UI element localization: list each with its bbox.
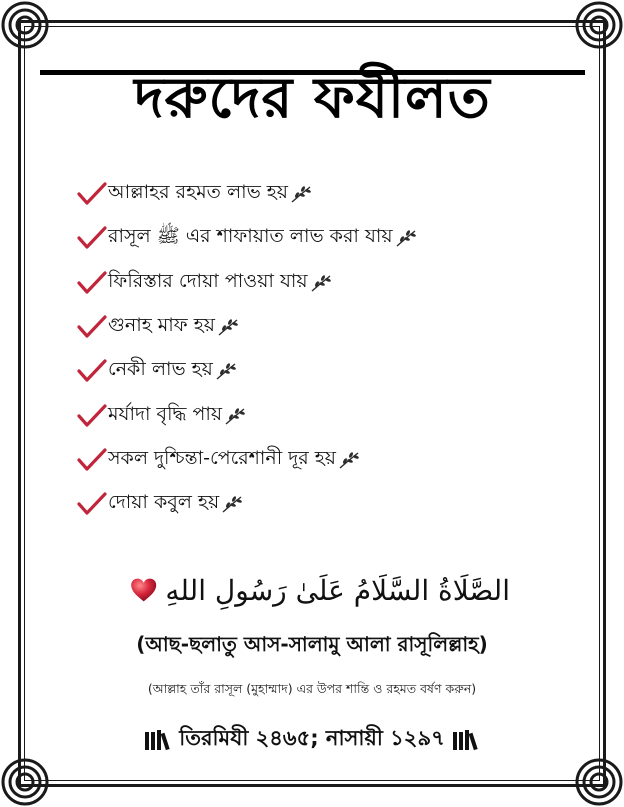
check-mark-icon xyxy=(76,358,108,384)
list-item xyxy=(76,438,596,482)
leaf-sprig-icon xyxy=(221,494,243,514)
check-mark-icon xyxy=(76,314,108,340)
spiral-corner-icon xyxy=(0,0,50,50)
list-item xyxy=(76,349,596,393)
translation: (আল্লাহ তাঁর রাসূল (মুহাম্মাদ) এর উপর শান্তি ও রহমত বর্ষণ করুন) xyxy=(147,681,477,696)
books-icon xyxy=(451,729,481,751)
list-item xyxy=(76,172,596,216)
leaf-sprig-icon xyxy=(310,273,332,293)
check-mark-icon xyxy=(76,270,108,296)
leaf-sprig-icon xyxy=(224,406,246,426)
leaf-sprig-icon xyxy=(395,228,417,248)
spiral-corner-icon xyxy=(0,757,50,807)
check-mark-icon xyxy=(76,447,108,473)
list-item xyxy=(76,305,596,349)
spiral-corner-icon xyxy=(574,0,624,50)
heart-icon xyxy=(130,569,157,611)
list-item xyxy=(76,216,596,260)
benefits-list xyxy=(76,172,596,526)
benefit-text: আল্লাহর রহমত লাভ হয় xyxy=(108,181,288,204)
check-mark-icon xyxy=(76,491,108,517)
benefit-text: নেকী লাভ হয় xyxy=(108,358,213,381)
benefit-text: ফিরিস্তার দোয়া পাওয়া যায় xyxy=(108,269,308,292)
arabic-salawat-row xyxy=(130,560,510,620)
check-mark-icon xyxy=(76,225,108,251)
list-item xyxy=(76,261,596,305)
leaf-sprig-icon xyxy=(338,450,360,470)
benefit-text: দোয়া কবুল হয় xyxy=(108,491,220,514)
check-mark-icon xyxy=(76,181,108,207)
title-block xyxy=(40,56,585,138)
list-item xyxy=(76,393,596,437)
leaf-sprig-icon xyxy=(215,361,237,381)
hadith-reference xyxy=(0,722,624,757)
spiral-corner-icon xyxy=(574,757,624,807)
list-item xyxy=(76,482,596,526)
reference-text: তিরমিযী ২৪৬৫; নাসায়ী ১২৯৭ xyxy=(179,726,445,750)
benefit-text: রাসূল ﷺ এর শাফায়াত লাভ করা যায় xyxy=(108,225,393,248)
transliteration: (আছ-ছলাতু আস-সালামু আলা রাসূলিল্লাহ) xyxy=(136,632,488,656)
check-mark-icon xyxy=(76,403,108,429)
arabic-salawat: الصَّلَاةُ السَّلَامُ عَلَىٰ رَسُولِ اللهِ xyxy=(165,573,510,607)
page-title: দরুদের ফযীলত xyxy=(134,66,491,131)
leaf-sprig-icon xyxy=(290,184,312,204)
benefit-text: মর্যাদা বৃদ্ধি পায় xyxy=(108,402,223,425)
benefit-text: গুনাহ মাফ হয় xyxy=(108,314,215,337)
leaf-sprig-icon xyxy=(217,317,239,337)
books-icon xyxy=(143,729,173,751)
benefit-text: সকল দুশ্চিন্তা-পেরেশানী দূর হয় xyxy=(108,446,336,469)
